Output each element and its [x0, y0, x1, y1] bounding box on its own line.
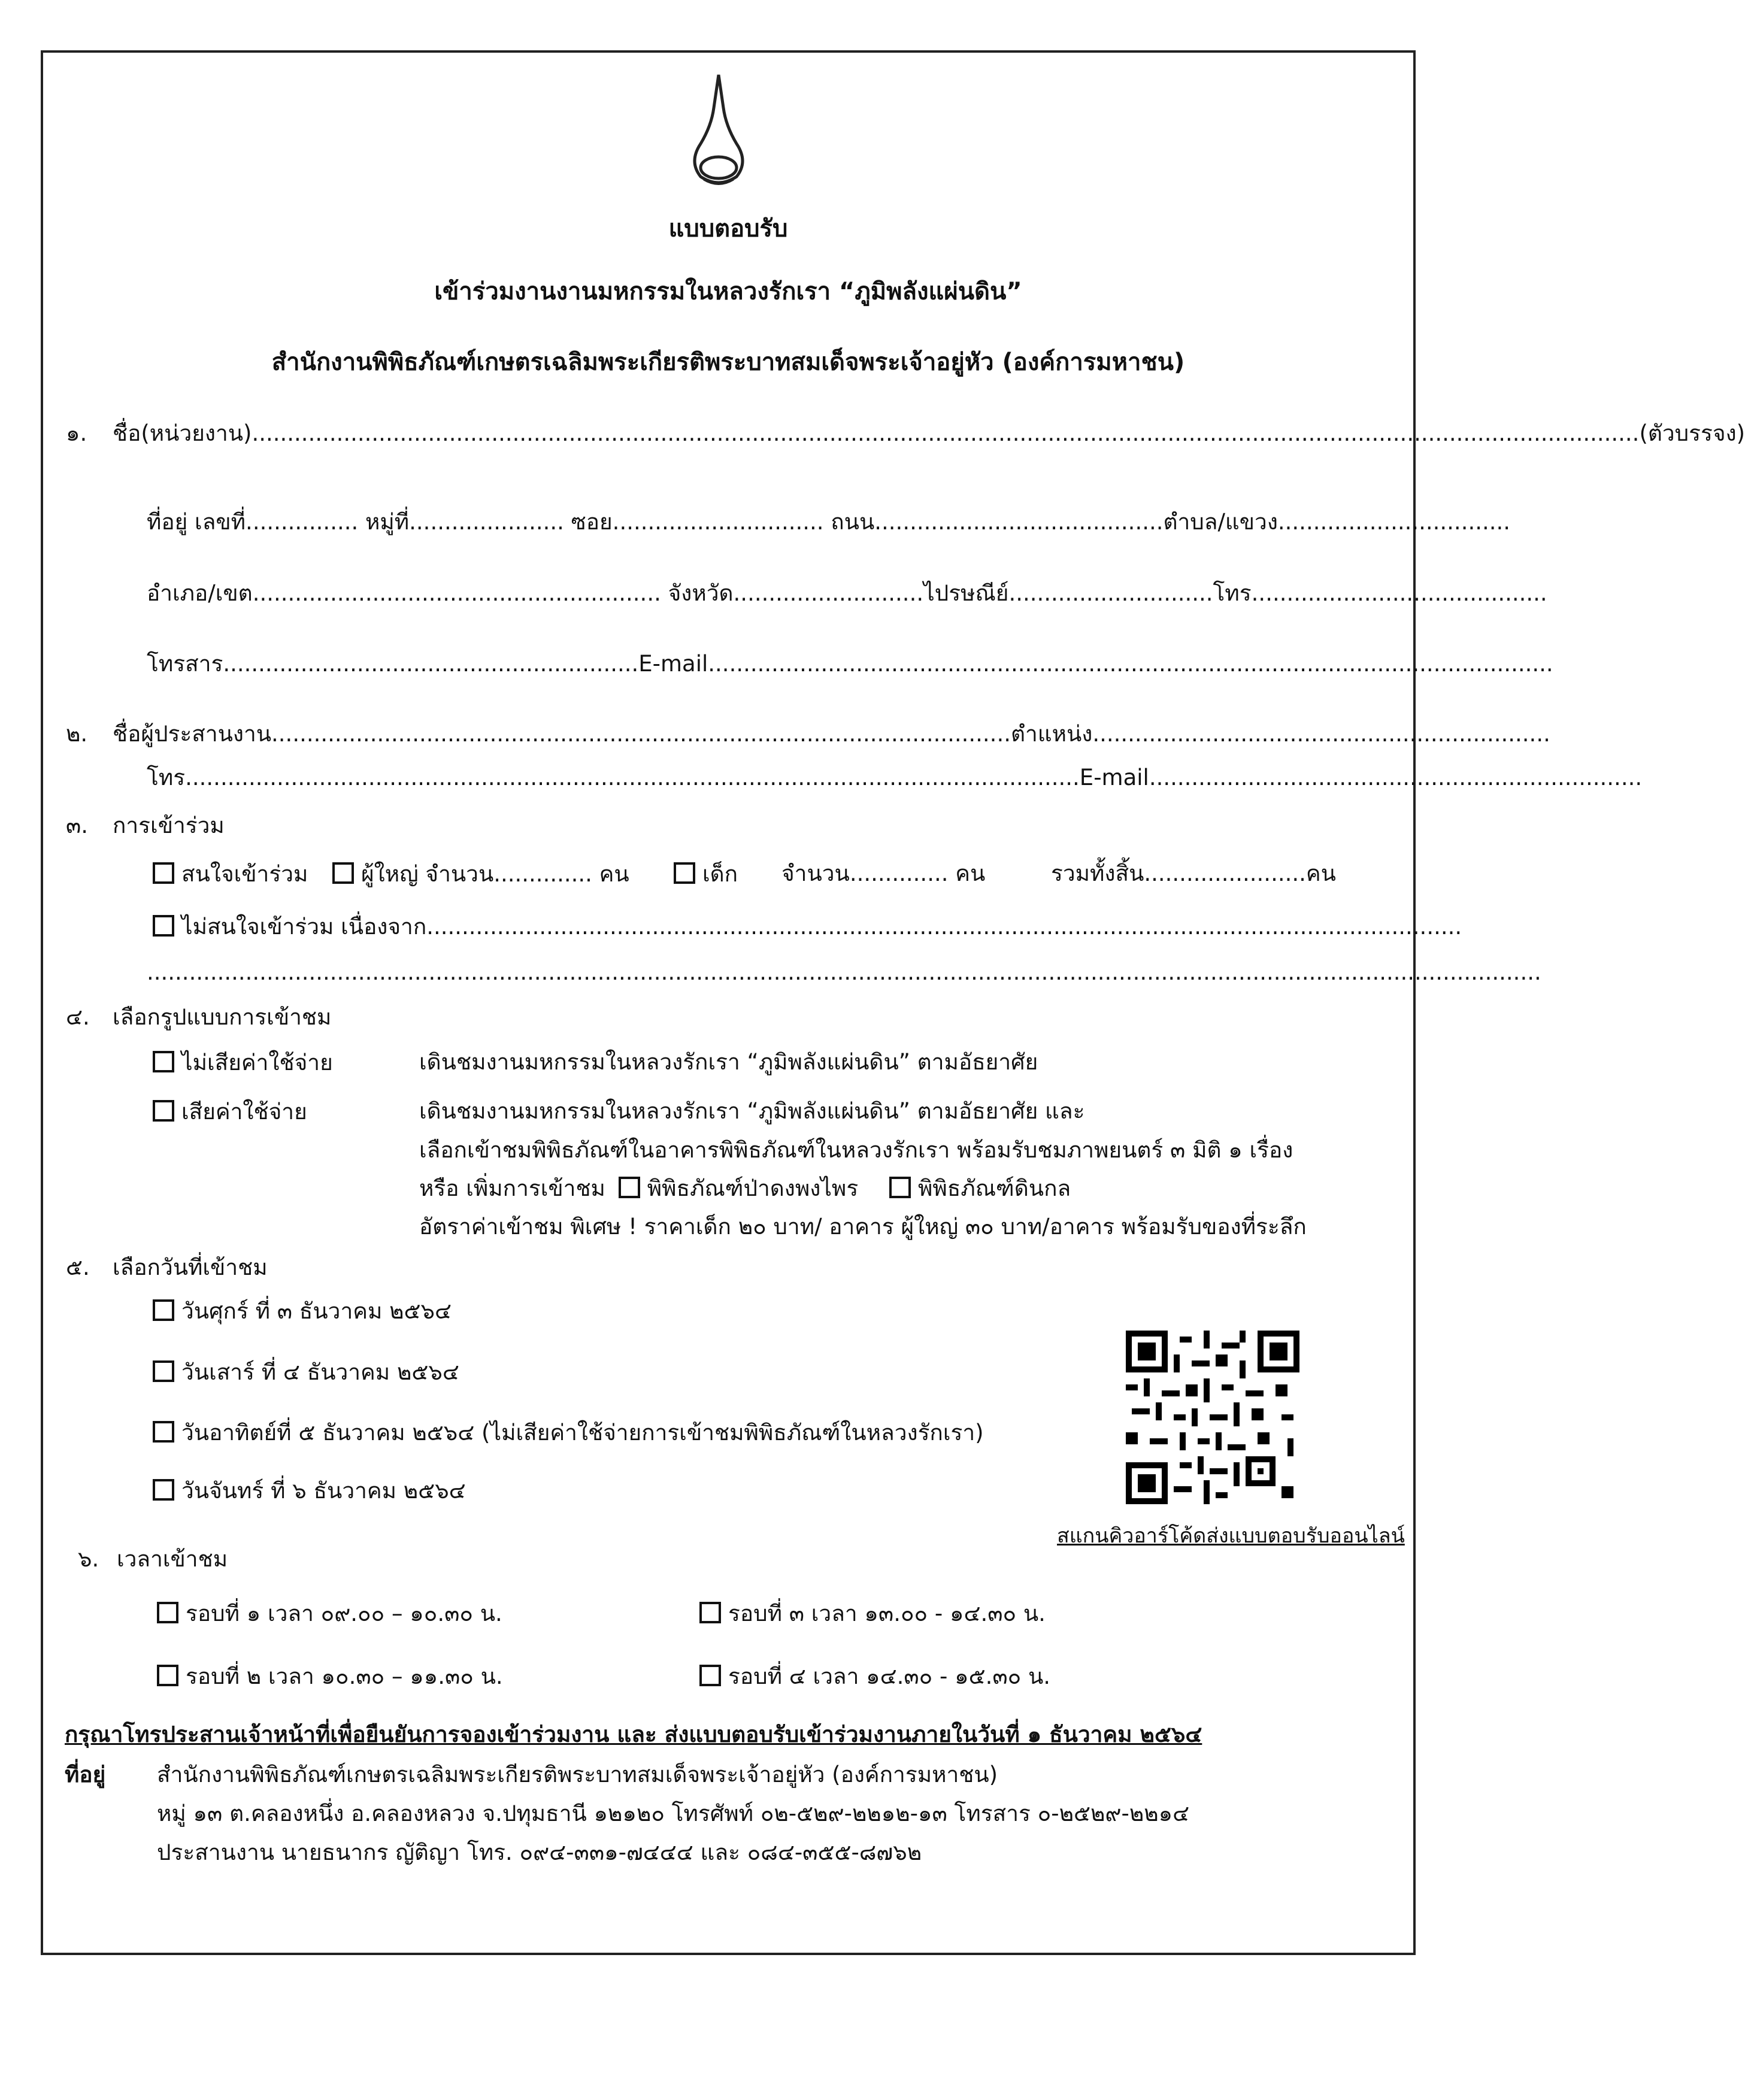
paid-checkbox[interactable]	[153, 1100, 174, 1122]
paid-description-1: เดินชมงานมหกรรมในหลวงรักเรา “ภูมิพลังแผ่นดิน” ตามอัธยาศัย และ	[419, 1098, 1085, 1124]
day-option[interactable]: วันศุกร์ ที่ ๓ ธันวาคม ๒๕๖๔	[153, 1299, 452, 1322]
footer-address-1: สำนักงานพิพิธภัณฑ์เกษตรเฉลิมพระเกียรติพระบาทสมเด็จพระเจ้าอยู่หัว (องค์การมหาชน)	[157, 1762, 998, 1787]
section5-heading: เลือกวันที่เข้าชม	[113, 1254, 268, 1280]
day-option[interactable]: วันอาทิตย์ที่ ๕ ธันวาคม ๒๕๖๔ (ไม่เสียค่าใช้จ่ายการเข้าชมพิพิธภัณฑ์ในหลวงรักเรา)	[153, 1421, 984, 1444]
interested-option[interactable]: สนใจเข้าร่วม	[153, 862, 308, 885]
coordinator-field[interactable]: ชื่อผู้ประสานงาน.........................................................................................................ตำแหน่ง.................................................................	[113, 721, 1550, 747]
paid-description-3: หรือ เพิ่มการเข้าชม พิพิธภัณฑ์ป่าดงพงไพร พิพิธภัณฑ์ดินกล	[419, 1175, 1071, 1201]
paid-option[interactable]: เสียค่าใช้จ่าย	[153, 1100, 307, 1123]
interested-checkbox[interactable]	[153, 862, 174, 884]
free-description: เดินชมงานมหกรรมในหลวงรักเรา “ภูมิพลังแผ่นดิน” ตามอัธยาศัย	[419, 1049, 1038, 1075]
form-title: แบบตอบรับ	[668, 215, 788, 243]
section5-number: ๕.	[66, 1254, 90, 1280]
free-option[interactable]: ไม่เสียค่าใช้จ่าย	[153, 1051, 333, 1074]
section1-number: ๑.	[66, 420, 87, 446]
round-checkbox[interactable]	[157, 1602, 178, 1623]
section4-number: ๔.	[66, 1004, 90, 1030]
soil-museum-checkbox[interactable]	[889, 1177, 911, 1198]
round-checkbox[interactable]	[699, 1665, 721, 1686]
section3-number: ๓.	[66, 813, 89, 838]
reason-extra-line[interactable]: ......................................................................................................................................................................................................	[147, 959, 1541, 985]
address-label: ที่อยู่	[65, 1762, 106, 1787]
adult-checkbox[interactable]	[332, 862, 354, 884]
not-interested-option[interactable]: ไม่สนใจเข้าร่วม เนื่องจาก...................................................................................................................................................	[153, 915, 1462, 938]
free-checkbox[interactable]	[153, 1051, 174, 1072]
child-count-field[interactable]: จำนวน.............. คน	[781, 860, 986, 886]
address-line-2[interactable]: อำเภอ/เขต.......................................................... จังหวัด...........................ไปรษณีย์.............................โทร..........................................	[147, 580, 1547, 606]
coordinator-contact-field[interactable]: โทร...............................................................................................................................E-mail......................................................................	[147, 765, 1643, 790]
footer-contact: ประสานงาน นายธนากร ญัติญา โทร. ๐๙๔-๓๓๑-๗๔๔๔ และ ๐๘๔-๓๕๕-๘๗๖๒	[157, 1840, 922, 1865]
qr-code[interactable]	[1126, 1331, 1299, 1504]
not-interested-checkbox[interactable]	[153, 915, 174, 937]
round-option[interactable]: รอบที่ ๓ เวลา ๑๓.๐๐ - ๑๔.๓๐ น.	[699, 1602, 1046, 1625]
total-count-field[interactable]: รวมทั้งสิ้น.......................คน	[1051, 860, 1336, 886]
round-option[interactable]: รอบที่ ๑ เวลา ๐๙.๐๐ – ๑๐.๓๐ น.	[157, 1602, 502, 1625]
section4-heading: เลือกรูปแบบการเข้าชม	[113, 1004, 332, 1030]
round-checkbox[interactable]	[157, 1665, 178, 1686]
qr-caption[interactable]: สแกนคิวอาร์โค้ดส่งแบบตอบรับออนไลน์	[1057, 1524, 1405, 1548]
address-line-1[interactable]: ที่อยู่ เลขที่................ หมู่ที่...................... ซอย.............................. ถนน.........................................ตำบล/แขวง.................................	[147, 509, 1511, 535]
round-option[interactable]: รอบที่ ๔ เวลา ๑๔.๓๐ - ๑๕.๓๐ น.	[699, 1665, 1050, 1687]
museum-logo	[677, 72, 761, 192]
paid-description-2: เลือกเข้าชมพิพิธภัณฑ์ในอาคารพิพิธภัณฑ์ในหลวงรักเรา พร้อมรับชมภาพยนตร์ ๓ มิติ ๑ เรื่อง	[419, 1137, 1293, 1163]
day-option[interactable]: วันจันทร์ ที่ ๖ ธันวาคม ๒๕๖๔	[153, 1479, 466, 1502]
confirmation-notice: กรุณาโทรประสานเจ้าหน้าที่เพื่อยืนยันการจองเข้าร่วมงาน และ ส่งแบบตอบรับเข้าร่วมงานภายในวันที่ ๑ ธันวาคม ๒๕๖๔	[65, 1722, 1202, 1747]
round-checkbox[interactable]	[699, 1602, 721, 1623]
section6-heading: เวลาเข้าชม	[117, 1546, 228, 1572]
adult-option[interactable]: ผู้ใหญ่ จำนวน.............. คน	[332, 862, 629, 885]
child-checkbox[interactable]	[674, 862, 695, 884]
round-option[interactable]: รอบที่ ๒ เวลา ๑๐.๓๐ – ๑๑.๓๐ น.	[157, 1665, 503, 1687]
address-line-3[interactable]: โทรสาร...........................................................E-mail........................................................................................................................	[147, 651, 1553, 677]
organization-name: สำนักงานพิพิธภัณฑ์เกษตรเฉลิมพระเกียรติพระบาทสมเด็จพระเจ้าอยู่หัว (องค์การมหาชน)	[271, 349, 1185, 376]
child-option[interactable]: เด็ก	[674, 862, 738, 885]
event-subtitle: เข้าร่วมงานงานมหกรรมในหลวงรักเรา “ภูมิพลังแผ่นดิน”	[434, 278, 1022, 305]
organization-name-field[interactable]: ชื่อ(หน่วยงาน).....................................................................................................................................................................................................(ตัวบรรจง)	[113, 420, 1745, 446]
section2-number: ๒.	[66, 721, 88, 747]
footer-address-2: หมู่ ๑๓ ต.คลองหนึ่ง อ.คลองหลวง จ.ปทุมธานี ๑๒๑๒๐ โทรศัพท์ ๐๒-๕๒๙-๒๒๑๒-๑๓ โทรสาร ๐-๒๕๒๙-๒๒๑๔	[157, 1801, 1190, 1826]
day-checkbox[interactable]	[153, 1479, 174, 1501]
section3-heading: การเข้าร่วม	[113, 813, 225, 838]
day-checkbox[interactable]	[153, 1421, 174, 1443]
section6-number: ๖.	[78, 1546, 99, 1572]
forest-museum-checkbox[interactable]	[619, 1177, 640, 1198]
day-checkbox[interactable]	[153, 1360, 174, 1382]
price-note: อัตราค่าเข้าชม พิเศษ ! ราคาเด็ก ๒๐ บาท/ อาคาร ผู้ใหญ่ ๓๐ บาท/อาคาร พร้อมรับของที่ระลึก	[419, 1214, 1307, 1240]
day-checkbox[interactable]	[153, 1299, 174, 1321]
day-option[interactable]: วันเสาร์ ที่ ๔ ธันวาคม ๒๕๖๔	[153, 1360, 459, 1383]
